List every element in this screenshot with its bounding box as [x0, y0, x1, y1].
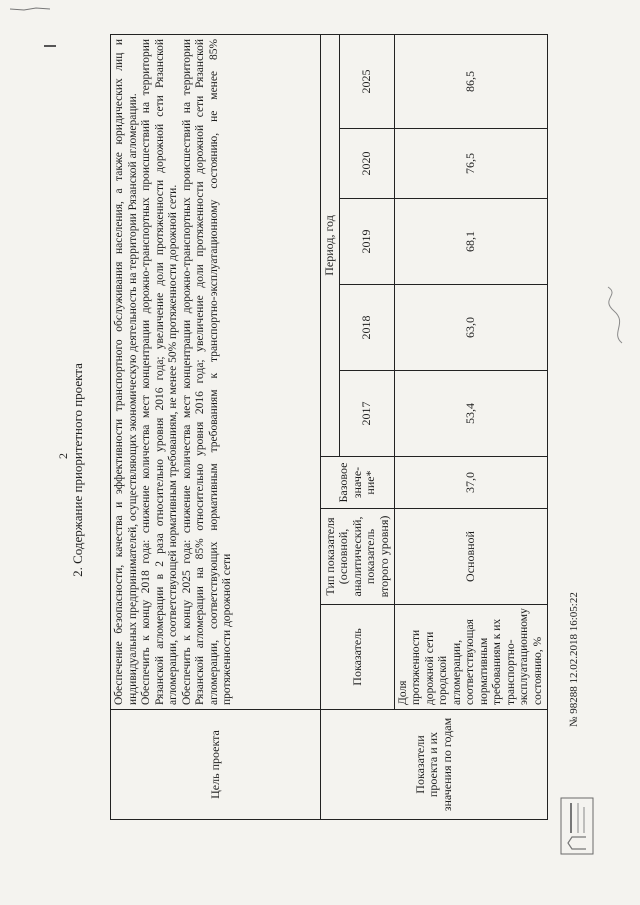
registration-seal-icon — [560, 797, 594, 855]
edge-scribble-icon — [600, 285, 630, 345]
header-type: Тип показателя (основной, аналитический, показатель второго уровня) — [321, 509, 395, 605]
edge-scratch-icon — [10, 6, 50, 12]
registration-stamp: № 98288 12.02.2018 16:05:22 — [568, 592, 580, 727]
goal-paragraph: Обеспечить к концу 2018 года: снижение количества мест концентрации дорожно-транспортных происшествий на территории Рязанской агломерации в 2 раза относительно уровня 2016 года; увеличение доли протяженности дорожной сети Рязанской агломерации, соответствующей нормативным требованиям, не менее 50% протяженности дорожной сети. — [140, 38, 179, 705]
year-cell: 2020 — [339, 129, 394, 199]
year-cell: 2019 — [339, 199, 394, 285]
value-cell: 68,1 — [394, 199, 548, 285]
section-heading: 2. Содержание приоритетного проекта — [70, 363, 85, 577]
header-period: Период, год — [321, 34, 340, 456]
margin-mark — [44, 45, 56, 47]
goal-label: Цель проекта — [111, 710, 321, 820]
indicator-type: Основной — [394, 509, 548, 605]
base-value: 37,0 — [394, 457, 548, 509]
value-cell: 76,5 — [394, 129, 548, 199]
goal-paragraph: Обеспечить к концу 2025 года: снижение количества мест концентрации дорожно-транспортных происшествий на территории Рязанской агломерации на 85% относительно уровня 2016 года; увеличение доли протяженности дорожной сети Рязанской агломерации, соответствующих нормативным требованиям к транспортно-эксплуатационному состоянию, не менее 85% протяженности дорожной сети — [180, 38, 233, 705]
indicators-label: Показатели проекта и их значения по годам — [321, 710, 548, 820]
header-indicator: Показатель — [321, 605, 395, 710]
value-cell: 63,0 — [394, 285, 548, 371]
year-cell: 2017 — [339, 371, 394, 457]
page-number: 2 — [56, 453, 70, 459]
header-base: Базовое значе-ние* — [321, 457, 395, 509]
year-cell: 2018 — [339, 285, 394, 371]
value-cell: 53,4 — [394, 371, 548, 457]
year-cell: 2025 — [339, 34, 394, 128]
goal-text — [111, 34, 321, 709]
goal-paragraph: Обеспечение безопасности, качества и эффективности транспортного обслуживания населения, а также юридических лиц и индивидуальных предпринимателей, осуществляющих экономическую деятельность на территории Рязанской агломерации. — [113, 38, 139, 705]
value-cell: 86,5 — [394, 34, 548, 128]
indicator-name: Доля протяженности дорожной сети городской агломерации, соответствующая нормативным требованиям к их транспортно-эксплуатационному состоянию, % — [394, 605, 548, 710]
project-table — [110, 34, 548, 820]
